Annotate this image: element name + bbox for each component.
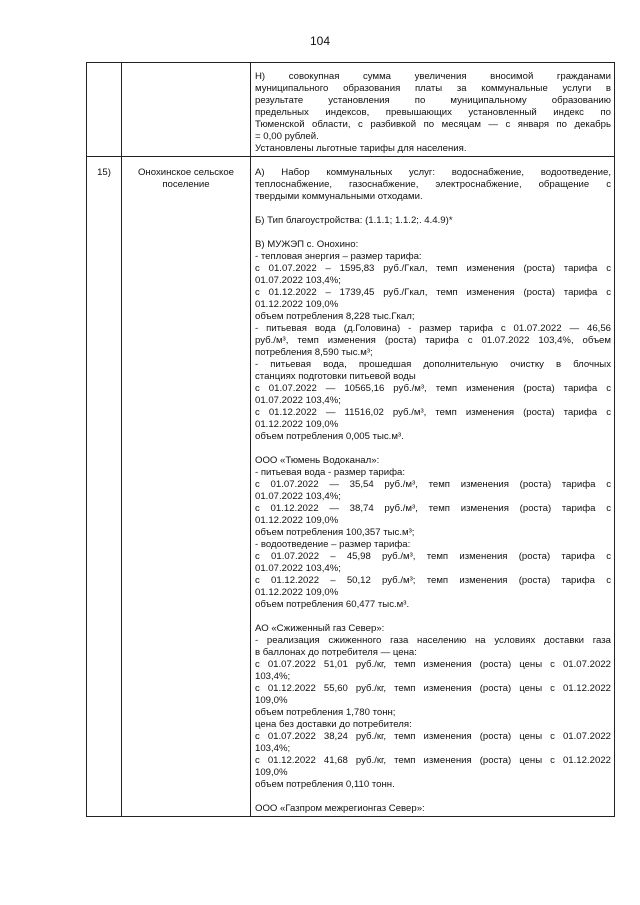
text-line: объем потребления 8,228 тыс.Гкал; [255, 311, 415, 322]
text-line: АО «Сжиженный газ Север»: [255, 623, 385, 634]
text-line: с 01.12.2022 – 50,12 руб./м³; темп изменения (роста) тарифа с [255, 575, 611, 586]
tariff-table [86, 62, 615, 817]
text-line: 103,4%; [255, 671, 291, 682]
text-line: муниципального образования платы за коммунальные услуги в [255, 83, 611, 94]
text-line: 01.07.2022 103,4%; [255, 275, 341, 286]
text-line: 01.12.2022 109,0% [255, 587, 339, 598]
text-line: - реализация сжиженного газа населению на условиях доставки газа [255, 635, 611, 646]
text-line: с 01.07.2022 – 1595,83 руб./Гкал, темп изменения (роста) тарифа с [255, 263, 611, 274]
text-line: Установлены льготные тарифы для населения. [255, 143, 467, 154]
text-line: с 01.07.2022 — 35,54 руб./м³, темп изменения (роста) тарифа с [255, 479, 611, 490]
tariff-description-cell [251, 63, 615, 157]
text-line: потребления 8,590 тыс.м³; [255, 347, 373, 358]
text-line: с 01.12.2022 — 38,74 руб./м³, темп изменения (роста) тарифа с [255, 503, 611, 514]
table-row [87, 63, 615, 157]
text-line: с 01.12.2022 55,60 руб./кг, темп изменения (роста) цены с 01.12.2022 [255, 683, 611, 694]
blank-line [255, 791, 611, 803]
text-line: результате установления по муниципальному образованию [255, 95, 611, 106]
text-line: объем потребления 0,110 тонн. [255, 779, 395, 790]
blank-line [255, 203, 611, 215]
text-line: А) Набор коммунальных услуг: водоснабжение, водоотведение, [255, 167, 611, 178]
text-line: ООО «Тюмень Водоканал»: [255, 455, 380, 466]
text-line: ООО «Газпром межрегионгаз Север»: [255, 803, 425, 814]
text-line: 109,0% [255, 695, 288, 706]
text-line: с 01.12.2022 41,68 руб./кг, темп изменения (роста) цены с 01.12.2022 [255, 755, 611, 766]
text-line: Б) Тип благоустройства: (1.1.1; 1.1.2;. 4.4.9)* [255, 215, 453, 226]
text-line: в баллонах до потребителя — цена: [255, 647, 417, 658]
text-line: твердыми коммунальными отходами. [255, 191, 423, 202]
text-line: объем потребления 0,005 тыс.м³. [255, 431, 404, 442]
text-line: В) МУЖЭП с. Онохино: [255, 239, 359, 250]
text-line: с 01.07.2022 – 45,98 руб./м³, темп изменения (роста) тарифа с [255, 551, 611, 562]
row-number-cell [87, 63, 122, 157]
table-body [87, 63, 615, 817]
text-line: - питьевая вода - размер тарифа: [255, 467, 406, 478]
text-line: объем потребления 100,357 тыс.м³; [255, 527, 415, 538]
page-number: 104 [309, 34, 331, 48]
text-line: 01.07.2022 103,4%; [255, 563, 341, 574]
text-line: с 01.07.2022 — 10565,16 руб./м³, темп изменения (роста) тарифа с [255, 383, 611, 394]
text-line: с 01.07.2022 38,24 руб./кг, темп изменения (роста) цены с 01.07.2022 [255, 731, 611, 742]
text-line: объем потребления 60,477 тыс.м³. [255, 599, 410, 610]
text-line: = 0,00 рублей. [255, 131, 319, 142]
text-line: 01.07.2022 103,4%; [255, 491, 341, 502]
text-line: - питьевая вода, прошедшая дополнительную очистку в блочных [255, 359, 611, 370]
text-line: 01.07.2022 103,4%; [255, 395, 341, 406]
text-line: объем потребления 1,780 тонн; [255, 707, 396, 718]
text-line: с 01.12.2022 — 11516,02 руб./м³, темп изменения (роста) тарифа с [255, 407, 611, 418]
text-line: 103,4%; [255, 743, 291, 754]
blank-line [255, 611, 611, 623]
row-number-cell: 15) [87, 157, 122, 817]
text-line: цена без доставки до потребителя: [255, 719, 412, 730]
text-line: 01.12.2022 109,0% [255, 419, 339, 430]
tariff-description-cell [251, 157, 615, 817]
text-line: - питьевая вода (д.Головина) - размер тарифа с 01.07.2022 — 46,56 [255, 323, 611, 334]
text-line: с 01.07.2022 51,01 руб./кг, темп изменения (роста) цены с 01.07.2022 [255, 659, 611, 670]
text-line: - тепловая энергия – размер тарифа: [255, 251, 422, 262]
text-line: 01.12.2022 109,0% [255, 515, 339, 526]
text-line: с 01.12.2022 – 1739,45 руб./Гкал, темп изменения (роста) тарифа с [255, 287, 611, 298]
text-line: Н) совокупная сумма увеличения вносимой гражданами [255, 71, 611, 82]
text-line: 01.12.2022 109,0% [255, 299, 339, 310]
blank-line [255, 443, 611, 455]
settlement-name-cell [122, 63, 251, 157]
text-line: станциях подготовки питьевой воды [255, 371, 416, 382]
text-line: - водоотведение – размер тарифа: [255, 539, 411, 550]
blank-line [255, 227, 611, 239]
table-row [87, 157, 615, 817]
settlement-name-cell: Онохинское сельское поселение [122, 157, 251, 817]
text-line: Тюменской области, с разбивкой по месяцам — с января по декабрь [255, 119, 611, 130]
text-line: теплоснабжение, газоснабжение, электроснабжение, обращение с [255, 179, 611, 190]
text-line: 109,0% [255, 767, 288, 778]
text-line: предельных индексов, превышающих установленный индекс по [255, 107, 611, 118]
text-line: руб./м³, темп изменения (роста) тарифа с 01.07.2022 103,4%, объем [255, 335, 611, 346]
